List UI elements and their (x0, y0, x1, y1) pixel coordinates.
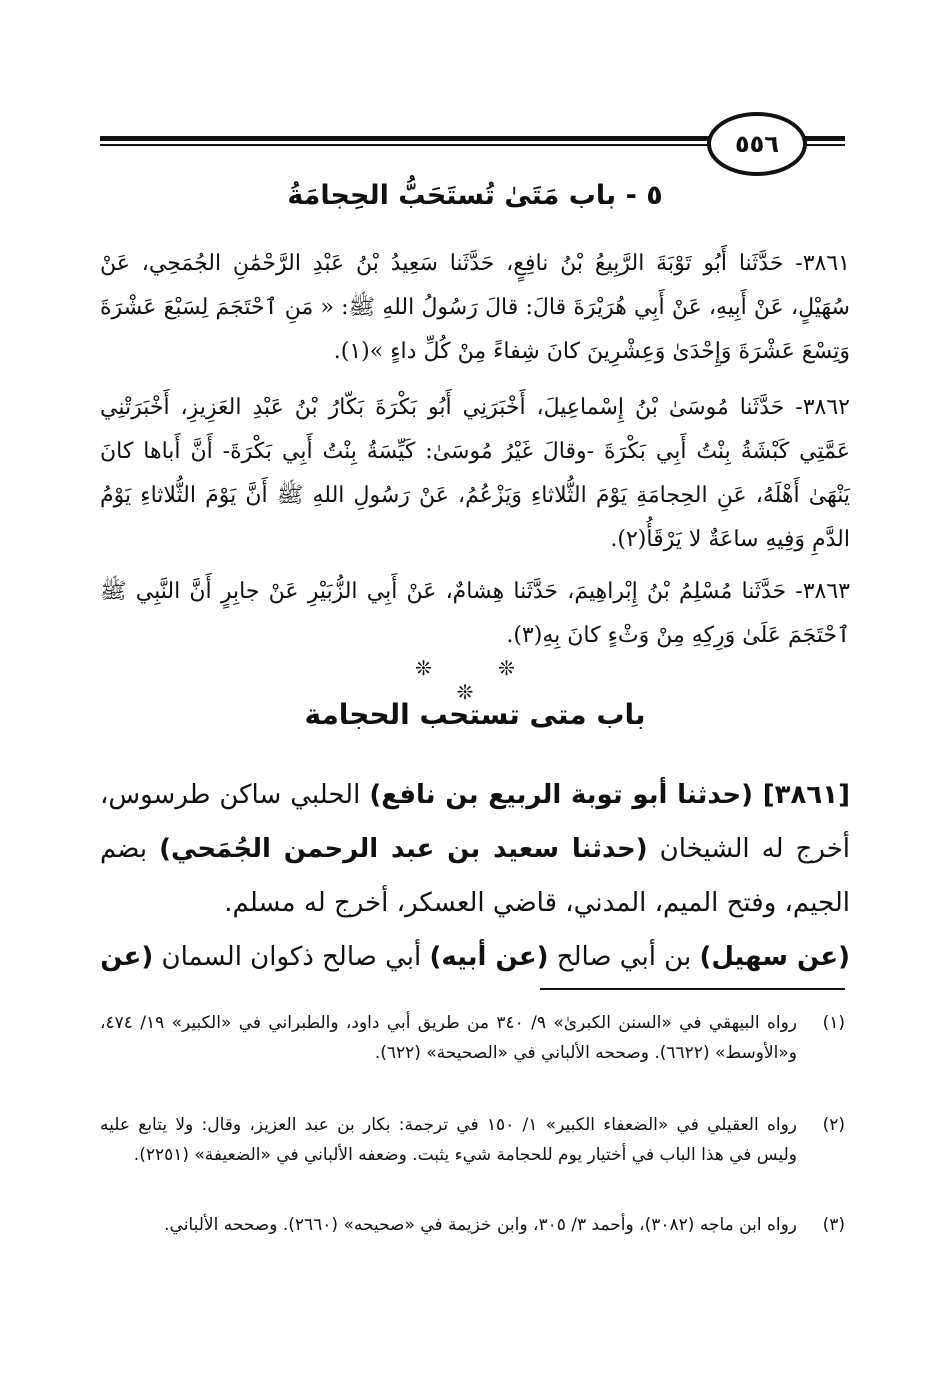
commentary-text: أبي صالح ذكوان السمان (153, 942, 430, 972)
hadith-3863: ٣٨٦٣- حَدَّثَنا مُسْلِمُ بْنُ إِبْراهِيمَ، حَدَّثَنا هِشامٌ، عَنْ أَبِي الزُّبَيْرِ عَنْ جابِرٍ أَنَّ النَّبِي ﷺ ٱحْتَجَمَ عَلَىٰ وَرِكِهِ مِنْ وَثْءٍ كانَ بِهِ(٣). (100, 579, 850, 648)
footnote-text: رواه العقيلي في «الضعفاء الكبير» ١/ ١٥٠ في ترجمة: بكار بن عبد العزيز، وقال: ولا يتابع عليه وليس في هذا الباب في أختيار يوم للحجامة شيء يثبت. وضعفه الألباني في «الضعيفة» (٢٢٥١). (100, 1115, 797, 1165)
commentary-paragraph-2 (100, 930, 850, 984)
commentary-paragraph-1 (100, 768, 850, 930)
footnote-number: (٣) (822, 1215, 845, 1235)
commentary-bold: (عن (100, 942, 154, 972)
footnote-text: رواه ابن ماجه (٣٠٨٢)، وأحمد ٣/ ٣٠٥، وابن خزيمة في «صحيحه» (٢٦٦٠). وصححه الألباني. (164, 1215, 797, 1235)
hadith-3862: ٣٨٦٢- حَدَّثَنا مُوسَىٰ بْنُ إِسْماعِيلَ، أَخْبَرَنِي أَبُو بَكْرَةَ بَكّارُ بْنُ عَبْدِ العَزِيزِ، أَخْبَرَتْنِي عَمَّتِي كَبْشَةُ بِنْتُ أَبِي بَكْرَةَ -وقالَ غَيْرُ مُوسَىٰ: كَيِّسَةُ بِنْتُ أَبِي بَكْرَةَ- أَنَّ أَباها كانَ يَنْهَىٰ أَهْلَهُ، عَنِ الحِجامَةِ يَوْمَ الثُّلاثاءِ وَيَزْعُمُ، عَنْ رَسُولِ اللهِ ﷺ أَنَّ يَوْمَ الثُّلاثاءِ يَوْمُ الدَّمِ وَفِيهِ ساعَةٌ لا يَرْقَأُ(٢). (100, 395, 850, 552)
commentary-text: بن أبي صالح (548, 942, 700, 972)
commentary-bold: (عن سهيل) (699, 942, 850, 972)
page-number: ٥٥٦ (707, 112, 807, 176)
commentary-text: الحلبي ساكن طرسوس، أخرج له الشيخان (100, 780, 850, 864)
footnote-number: (١) (822, 1013, 845, 1033)
section-title: باب متى تستحب الحجامة (304, 698, 646, 731)
commentary-bold: (عن أبيه) (429, 942, 549, 972)
commentary (100, 768, 850, 984)
commentary-bold: (حدثنا سعيد بن عبد الرحمن الجُمَحي) (159, 834, 648, 864)
footnote-rule (540, 988, 845, 990)
commentary-text: بضم الجيم، وفتح الميم، المدني، قاضي العسكر، أخرج له مسلم. (100, 834, 850, 918)
footnote-1 (100, 1008, 845, 1068)
footnote-number: (٢) (822, 1115, 845, 1135)
footnote-2 (100, 1110, 845, 1170)
commentary-bold: [٣٨٦١] (حدثنا أبو توبة الربيع بن نافع) (369, 780, 850, 810)
chapter-title: ٥ - باب مَتَىٰ تُستَحَبُّ الحِجامَةُ (287, 180, 663, 211)
section-separator: ❊ ❊ ❊ (415, 656, 545, 704)
hadith-3861: ٣٨٦١- حَدَّثَنا أَبُو تَوْبَةَ الرَّبِيعُ بْنُ نافِعٍ، حَدَّثَنا سَعِيدُ بْنُ عَبْدِ الرَّحْمَٰنِ الجُمَحِي، عَنْ سُهَيْلٍ، عَنْ أَبِيهِ، عَنْ أَبِي هُرَيْرَةَ قالَ: قالَ رَسُولُ اللهِ ﷺ: « مَنِ ٱحْتَجَمَ لِسَبْعَ عَشْرَةَ وَتِسْعَ عَشْرَةَ وَإِحْدَىٰ وَعِشْرِينَ كانَ شِفاءً مِنْ كُلِّ داءٍ »(١). (100, 251, 850, 364)
footnote-3 (100, 1210, 845, 1240)
footnote-text: رواه البيهقي في «السنن الكبرىٰ» ٩/ ٣٤٠ من طريق أبي داود، والطبراني في «الكبير» ١٩/ ٤٧٤، و«الأوسط» (٦٦٢٢). وصححه الألباني في «الصحيحة» (٦٢٢). (100, 1013, 797, 1063)
